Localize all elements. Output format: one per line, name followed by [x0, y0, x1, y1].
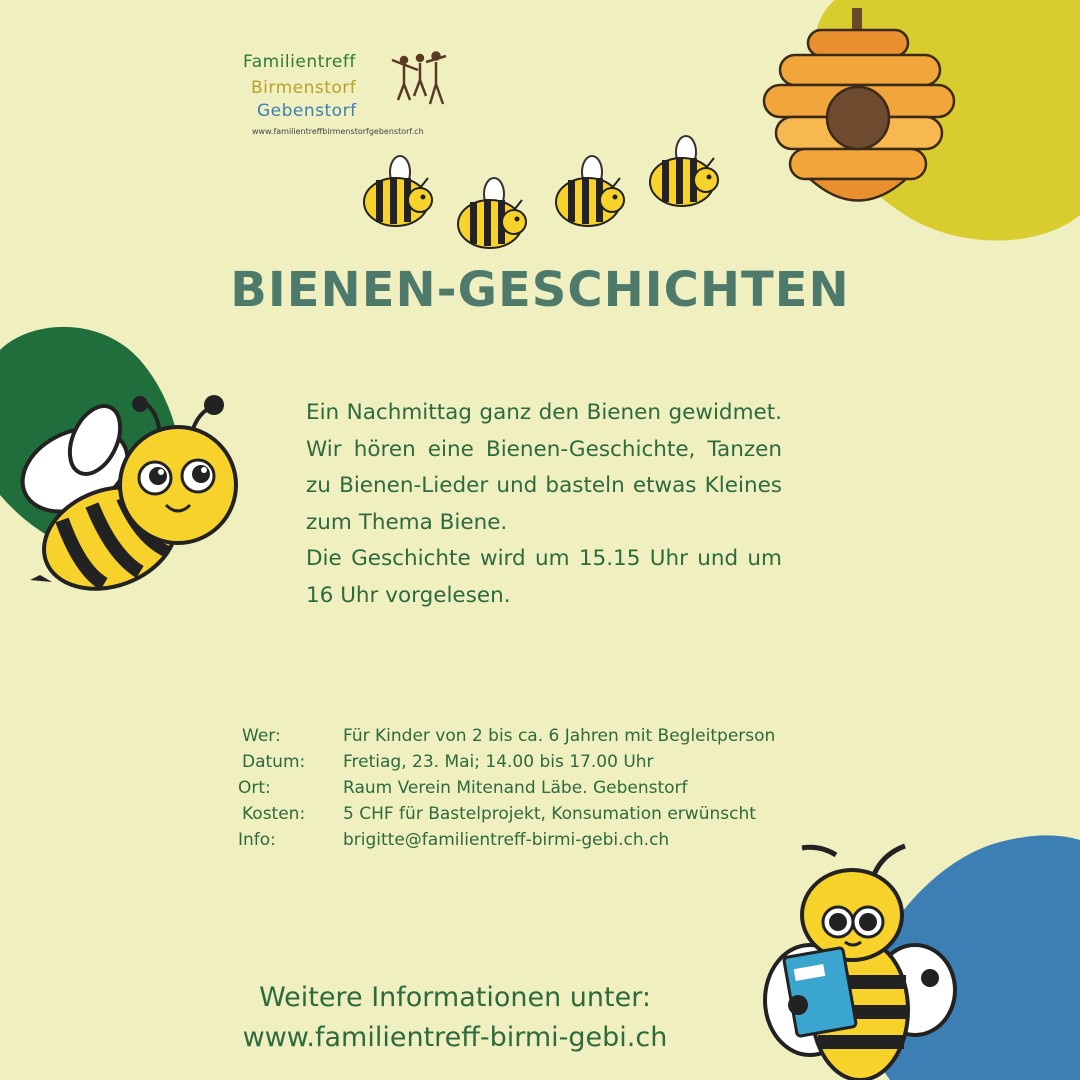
small-bee-icon — [556, 156, 624, 226]
detail-label: Kosten: — [242, 804, 306, 824]
intro-paragraph: Ein Nachmittag ganz den Bienen gewidmet. Wir hören eine Bienen-Geschichte, Tanzen zu Bienen-Lieder und basteln etwas Kleines zum Thema Biene. — [306, 400, 782, 535]
detail-value: Für Kinder von 2 bis ca. 6 Jahren mit Begleitperson — [343, 726, 776, 746]
small-bee-icon — [458, 178, 526, 248]
detail-value: 5 CHF für Bastelprojekt, Konsumation erwünscht — [343, 804, 756, 824]
intro-text — [306, 395, 782, 615]
detail-label: Info: — [238, 830, 276, 850]
small-bee-icon — [364, 156, 432, 226]
logo-line-gebenstorf: Gebenstorf — [257, 101, 357, 121]
page-title: BIENEN-GESCHICHTEN — [230, 262, 850, 318]
family-logo-icon — [392, 53, 446, 105]
footer-website-link[interactable]: www.familientreff-birmi-gebi.ch — [242, 1022, 668, 1053]
detail-value: Fretiag, 23. Mai; 14.00 bis 17.00 Uhr — [343, 752, 654, 772]
detail-label: Ort: — [238, 778, 271, 798]
small-bee-icon — [650, 136, 718, 206]
detail-value-email-link[interactable]: brigitte@familientreff-birmi-gebi.ch.ch — [343, 830, 670, 850]
intro-paragraph: Die Geschichte wird um 15.15 Uhr und um 16 Uhr vorgelesen. — [306, 546, 782, 608]
logo-line-familientreff: Familientreff — [243, 52, 356, 72]
detail-label: Datum: — [242, 752, 306, 772]
detail-value: Raum Verein Mitenand Läbe. Gebenstorf — [343, 778, 688, 798]
detail-label: Wer: — [242, 726, 281, 746]
logo-line-birmenstorf: Birmenstorf — [251, 78, 357, 98]
footer-heading: Weitere Informationen unter: — [259, 982, 651, 1013]
logo-url: www.familientreffbirmenstorfgebenstorf.ch — [252, 127, 424, 136]
